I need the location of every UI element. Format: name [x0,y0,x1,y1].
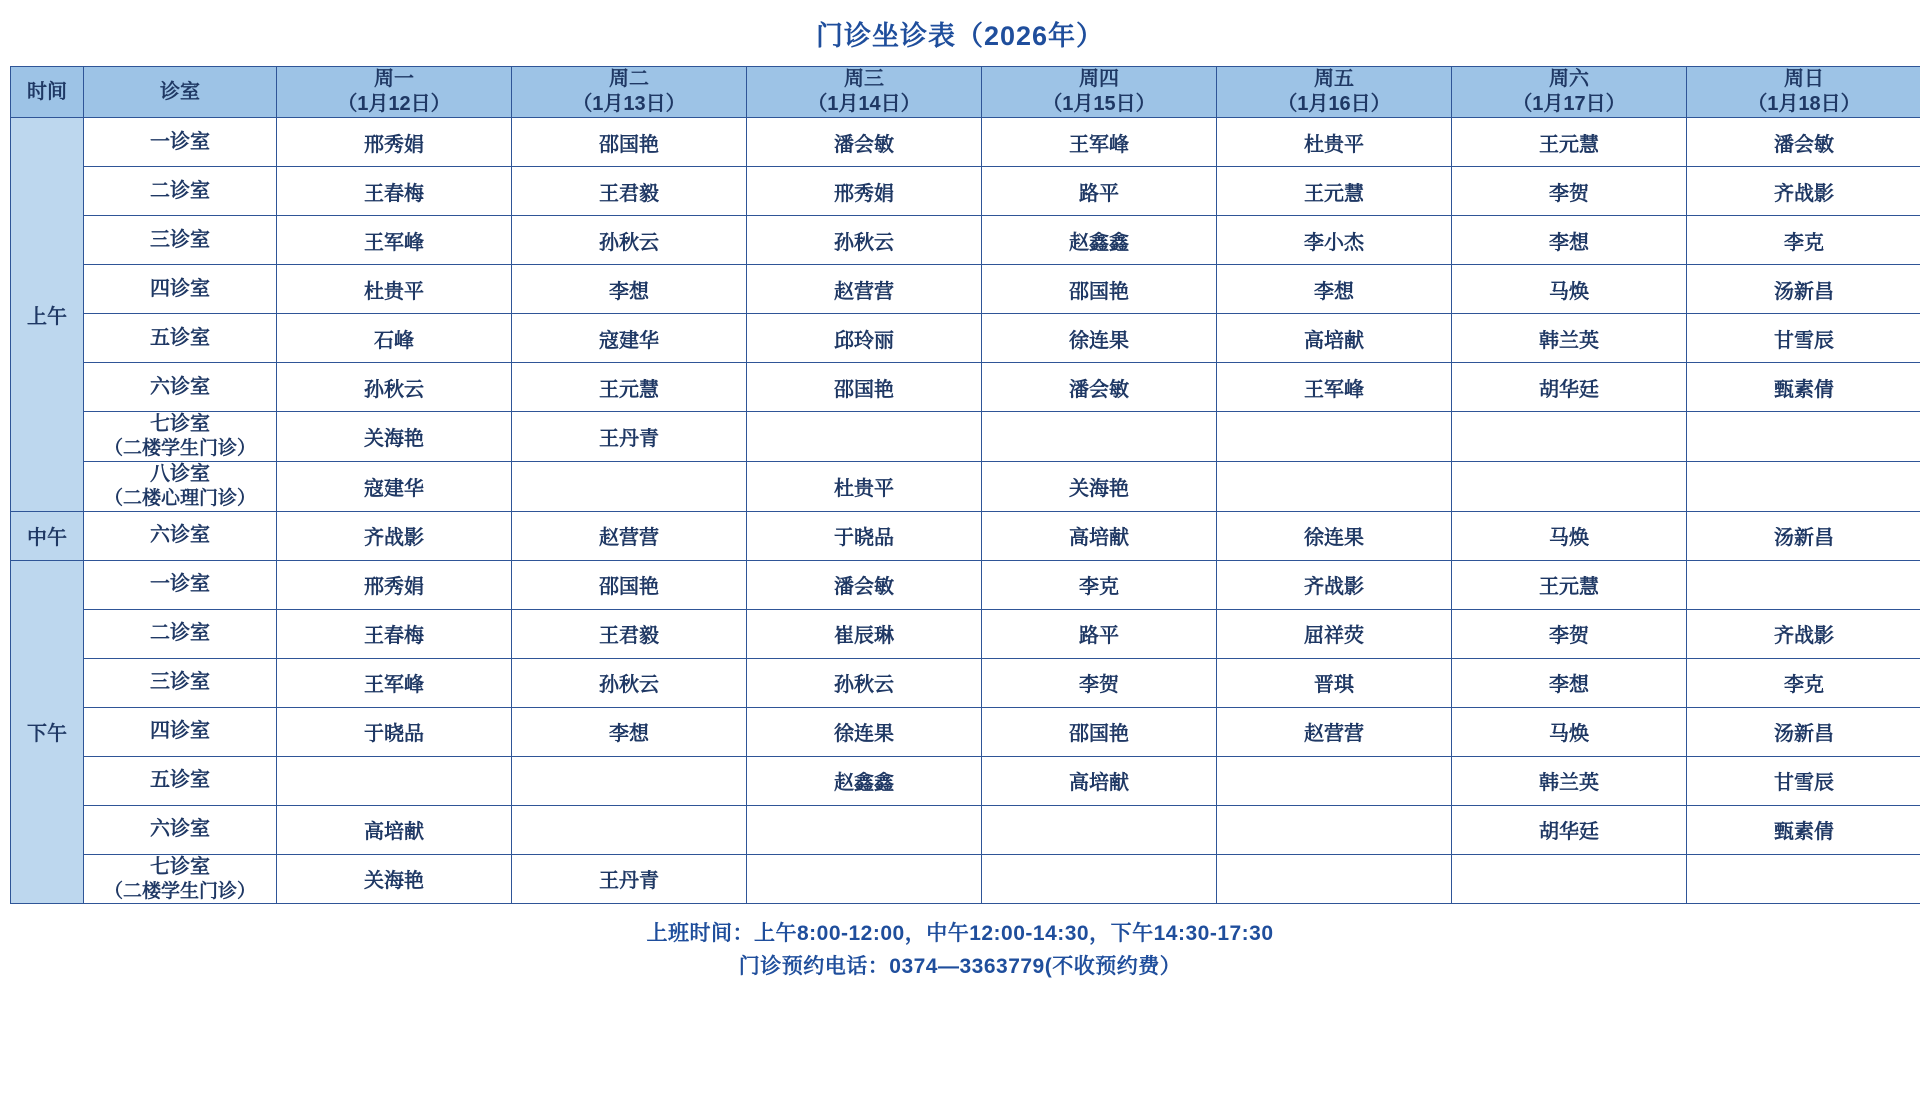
doctor-cell [1687,854,1920,904]
header-day-name: 周六 [1549,68,1589,90]
doctor-cell: 甄素倩 [1687,363,1920,412]
doctor-cell: 齐战影 [1217,560,1452,609]
doctor-cell: 王丹青 [512,854,747,904]
room-sublabel: （二楼学生门诊） [103,438,256,459]
doctor-cell: 齐战影 [1687,609,1920,658]
table-row [11,756,1920,805]
room-name: 六诊室 [150,375,210,398]
doctor-cell [1452,412,1687,462]
header-day-name: 周日 [1784,68,1824,90]
header-day-name: 周三 [844,68,884,90]
table-header [11,67,1920,118]
table-row [11,658,1920,707]
table-row [11,560,1920,609]
doctor-cell: 王军峰 [277,658,512,707]
doctor-cell: 孙秋云 [747,658,982,707]
doctor-cell: 邢秀娟 [747,167,982,216]
doctor-cell [512,461,747,511]
room-name: 三诊室 [150,228,210,251]
room-label [84,461,277,511]
doctor-cell [1687,412,1920,462]
doctor-cell: 马焕 [1452,707,1687,756]
table-row [11,265,1920,314]
doctor-cell: 赵营营 [512,511,747,560]
doctor-cell [982,854,1217,904]
doctor-cell: 于晓品 [747,511,982,560]
room-name: 七诊室 [150,855,210,878]
doctor-cell: 李克 [1687,216,1920,265]
doctor-cell: 李想 [512,265,747,314]
doctor-cell: 孙秋云 [512,658,747,707]
doctor-cell: 赵营营 [747,265,982,314]
doctor-cell: 潘会敏 [982,363,1217,412]
room-label [84,609,277,658]
doctor-cell: 甘雪辰 [1687,314,1920,363]
doctor-cell: 李克 [982,560,1217,609]
footer-phone: 门诊预约电话：0374—3363779(不收预约费） [738,954,1182,978]
doctor-cell: 杜贵平 [277,265,512,314]
header-day-name: 周一 [374,68,414,90]
table-row [11,461,1920,511]
doctor-cell: 杜贵平 [1217,118,1452,167]
doctor-cell: 高培献 [982,756,1217,805]
doctor-cell: 赵鑫鑫 [982,216,1217,265]
doctor-cell: 路平 [982,167,1217,216]
room-sublabel: （二楼学生门诊） [103,880,256,902]
doctor-cell: 邢秀娟 [277,118,512,167]
room-label [84,167,277,216]
table-row [11,854,1920,904]
period-label: 中午 [11,511,84,560]
page-title: 门诊坐诊表（2026年） [815,21,1105,51]
doctor-cell: 邵国艳 [512,118,747,167]
table-row [11,167,1920,216]
doctor-cell: 李贺 [982,658,1217,707]
room-name: 三诊室 [150,671,210,693]
doctor-cell: 关海艳 [277,412,512,462]
doctor-cell [1452,854,1687,904]
doctor-cell: 于晓品 [277,707,512,756]
doctor-cell [1687,461,1920,511]
table-row [11,609,1920,658]
doctor-cell: 徐连果 [747,707,982,756]
doctor-cell: 晋琪 [1217,658,1452,707]
header-day-name: 周四 [1079,68,1119,90]
doctor-cell: 李克 [1687,658,1920,707]
doctor-cell: 赵鑫鑫 [747,756,982,805]
doctor-cell: 齐战影 [277,511,512,560]
doctor-cell [1217,461,1452,511]
room-label [84,854,277,904]
table-row [11,216,1920,265]
doctor-cell: 杜贵平 [747,461,982,511]
doctor-cell: 孙秋云 [512,216,747,265]
room-label [84,805,277,854]
room-name: 四诊室 [150,720,210,742]
header-room: 诊室 [84,67,277,118]
room-label [84,363,277,412]
doctor-cell: 邵国艳 [982,265,1217,314]
room-name: 五诊室 [150,769,210,791]
header-day-date: （1月18日） [1747,93,1861,115]
doctor-cell: 李贺 [1452,609,1687,658]
doctor-cell: 胡华廷 [1452,805,1687,854]
doctor-cell: 王军峰 [277,216,512,265]
doctor-cell: 邵国艳 [982,707,1217,756]
room-name: 一诊室 [150,573,210,595]
doctor-cell: 高培献 [1217,314,1452,363]
room-label [84,560,277,609]
doctor-cell: 韩兰英 [1452,314,1687,363]
header-day-tuesday [512,67,747,118]
doctor-cell [512,756,747,805]
room-sublabel: （二楼心理门诊） [103,487,256,509]
table-row [11,412,1920,462]
doctor-cell: 王元慧 [1217,167,1452,216]
doctor-cell: 王君毅 [512,167,747,216]
schedule-table [10,66,1920,904]
footer-worktime: 上班时间：上午8:00-12:00，中午12:00-14:30，下午14:30-17:30 [646,922,1274,946]
doctor-cell: 邵国艳 [747,363,982,412]
room-name: 二诊室 [150,622,210,644]
doctor-cell: 李贺 [1452,167,1687,216]
doctor-cell: 胡华廷 [1452,363,1687,412]
header-day-name: 周五 [1314,68,1354,90]
header-day-monday [277,67,512,118]
header-time: 时间 [11,67,84,118]
doctor-cell: 马焕 [1452,265,1687,314]
room-label [84,707,277,756]
doctor-cell [512,805,747,854]
doctor-cell: 潘会敏 [1687,118,1920,167]
header-day-saturday [1452,67,1687,118]
room-label [84,265,277,314]
doctor-cell [1452,461,1687,511]
doctor-cell: 王春梅 [277,167,512,216]
doctor-cell: 邱玲丽 [747,314,982,363]
doctor-cell: 汤新昌 [1687,707,1920,756]
doctor-cell [1687,560,1920,609]
room-label [84,756,277,805]
table-row [11,363,1920,412]
room-name: 四诊室 [150,277,210,300]
doctor-cell: 李想 [1452,658,1687,707]
doctor-cell: 王君毅 [512,609,747,658]
room-label [84,314,277,363]
doctor-cell: 崔辰琳 [747,609,982,658]
doctor-cell: 赵营营 [1217,707,1452,756]
table-row [11,314,1920,363]
room-label [84,412,277,462]
room-label [84,658,277,707]
header-day-name: 周二 [609,68,649,90]
doctor-cell: 徐连果 [1217,511,1452,560]
doctor-cell: 马焕 [1452,511,1687,560]
period-label: 下午 [11,560,84,904]
header-day-date: （1月17日） [1512,93,1626,115]
doctor-cell: 高培献 [982,511,1217,560]
doctor-cell: 邢秀娟 [277,560,512,609]
table-body [11,118,1920,904]
doctor-cell: 王元慧 [1452,118,1687,167]
doctor-cell: 关海艳 [277,854,512,904]
doctor-cell [982,805,1217,854]
doctor-cell [747,805,982,854]
doctor-cell: 甘雪辰 [1687,756,1920,805]
room-name: 二诊室 [150,179,210,202]
header-day-date: （1月15日） [1042,93,1156,115]
header-row [11,67,1920,118]
header-day-friday [1217,67,1452,118]
doctor-cell: 王军峰 [1217,363,1452,412]
room-name: 五诊室 [150,326,210,349]
doctor-cell: 齐战影 [1687,167,1920,216]
doctor-cell [747,854,982,904]
doctor-cell: 寇建华 [277,461,512,511]
doctor-cell: 王元慧 [1452,560,1687,609]
doctor-cell: 汤新昌 [1687,265,1920,314]
doctor-cell [1217,756,1452,805]
room-name: 八诊室 [150,462,210,485]
table-row [11,511,1920,560]
header-day-date: （1月13日） [572,93,686,115]
header-day-date: （1月16日） [1277,93,1391,115]
doctor-cell: 路平 [982,609,1217,658]
doctor-cell [1217,805,1452,854]
header-day-thursday [982,67,1217,118]
doctor-cell: 李想 [512,707,747,756]
header-day-sunday [1687,67,1920,118]
room-name: 七诊室 [150,413,210,435]
doctor-cell: 高培献 [277,805,512,854]
room-label [84,118,277,167]
doctor-cell: 石峰 [277,314,512,363]
doctor-cell: 潘会敏 [747,560,982,609]
doctor-cell: 孙秋云 [277,363,512,412]
doctor-cell: 王春梅 [277,609,512,658]
table-row [11,805,1920,854]
doctor-cell: 潘会敏 [747,118,982,167]
doctor-cell: 李想 [1452,216,1687,265]
room-name: 六诊室 [150,818,210,840]
doctor-cell [277,756,512,805]
doctor-cell: 关海艳 [982,461,1217,511]
doctor-cell: 王军峰 [982,118,1217,167]
doctor-cell: 孙秋云 [747,216,982,265]
doctor-cell: 李小杰 [1217,216,1452,265]
room-name: 六诊室 [150,524,210,546]
header-day-date: （1月14日） [807,93,921,115]
doctor-cell: 汤新昌 [1687,511,1920,560]
room-label [84,216,277,265]
doctor-cell [1217,854,1452,904]
doctor-cell [982,412,1217,462]
doctor-cell: 邵国艳 [512,560,747,609]
table-row [11,118,1920,167]
doctor-cell: 韩兰英 [1452,756,1687,805]
room-label [84,511,277,560]
doctor-cell: 李想 [1217,265,1452,314]
doctor-cell [747,412,982,462]
doctor-cell: 寇建华 [512,314,747,363]
doctor-cell: 王丹青 [512,412,747,462]
table-row [11,707,1920,756]
doctor-cell [1217,412,1452,462]
footer-note [0,904,1920,983]
doctor-cell: 屈祥荧 [1217,609,1452,658]
period-label: 上午 [11,118,84,512]
doctor-cell: 甄素倩 [1687,805,1920,854]
header-day-date: （1月12日） [337,93,451,115]
room-name: 一诊室 [150,130,210,153]
header-day-wednesday [747,67,982,118]
doctor-cell: 王元慧 [512,363,747,412]
doctor-cell: 徐连果 [982,314,1217,363]
